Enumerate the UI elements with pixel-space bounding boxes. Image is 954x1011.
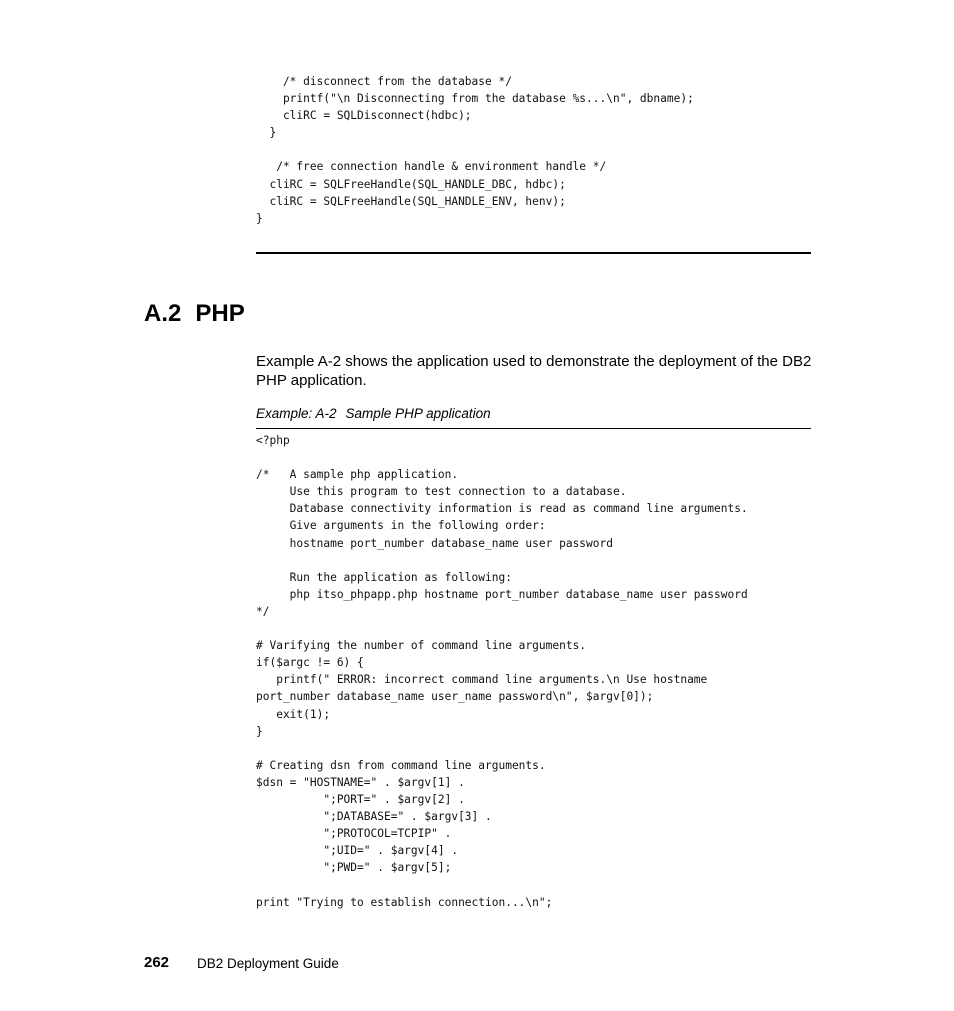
section-title: PHP [195, 300, 245, 327]
php-code-listing: <?php /* A sample php application. Use this program to test connection to a database. Database connectivity information is read as command line arguments. Give arguments in the following order: hostname port_number database_name user password Run the application as following: php itso_phpapp.php hostname port_number database_name user password */ # Varifying the number of command line arguments. if($argc != 6) { printf(" ERROR: incorrect command line arguments.\n Use hostname port_number database_name user_name password\n", $argv[0]); exit(1); } # Creating dsn from command line arguments. $dsn = "HOSTNAME=" . $argv[1] . ";PORT=" . $argv[2] . ";DATABASE=" . $argv[3] . ";PROTOCOL=TCPIP" . ";UID=" . $argv[4] . ";PWD=" . $argv[5]; print "Trying to establish connection...\n"; [256, 434, 748, 909]
section-heading [144, 298, 245, 330]
code-listing-continued: /* disconnect from the database */ printf("\n Disconnecting from the database %s...\n", dbname); cliRC = SQLDisconnect(hdbc); } /* free connection handle & environment handle */ cliRC = SQLFreeHandle(SQL_HANDLE_DBC, hdbc); cliRC = SQLFreeHandle(SQL_HANDLE_ENV, henv); } [256, 75, 694, 225]
example-title: Sample PHP application [345, 406, 491, 421]
example-label: Example: A-2 [256, 406, 337, 421]
example-end-rule [256, 252, 811, 254]
example-caption [256, 405, 491, 423]
page-number: 262 [144, 954, 170, 971]
section-number: A.2 [144, 300, 182, 327]
intro-paragraph: Example A-2 shows the application used to demonstrate the deployment of the DB2 PHP application. [256, 353, 812, 389]
book-title: DB2 Deployment Guide [197, 956, 339, 971]
example-start-rule [256, 428, 811, 429]
